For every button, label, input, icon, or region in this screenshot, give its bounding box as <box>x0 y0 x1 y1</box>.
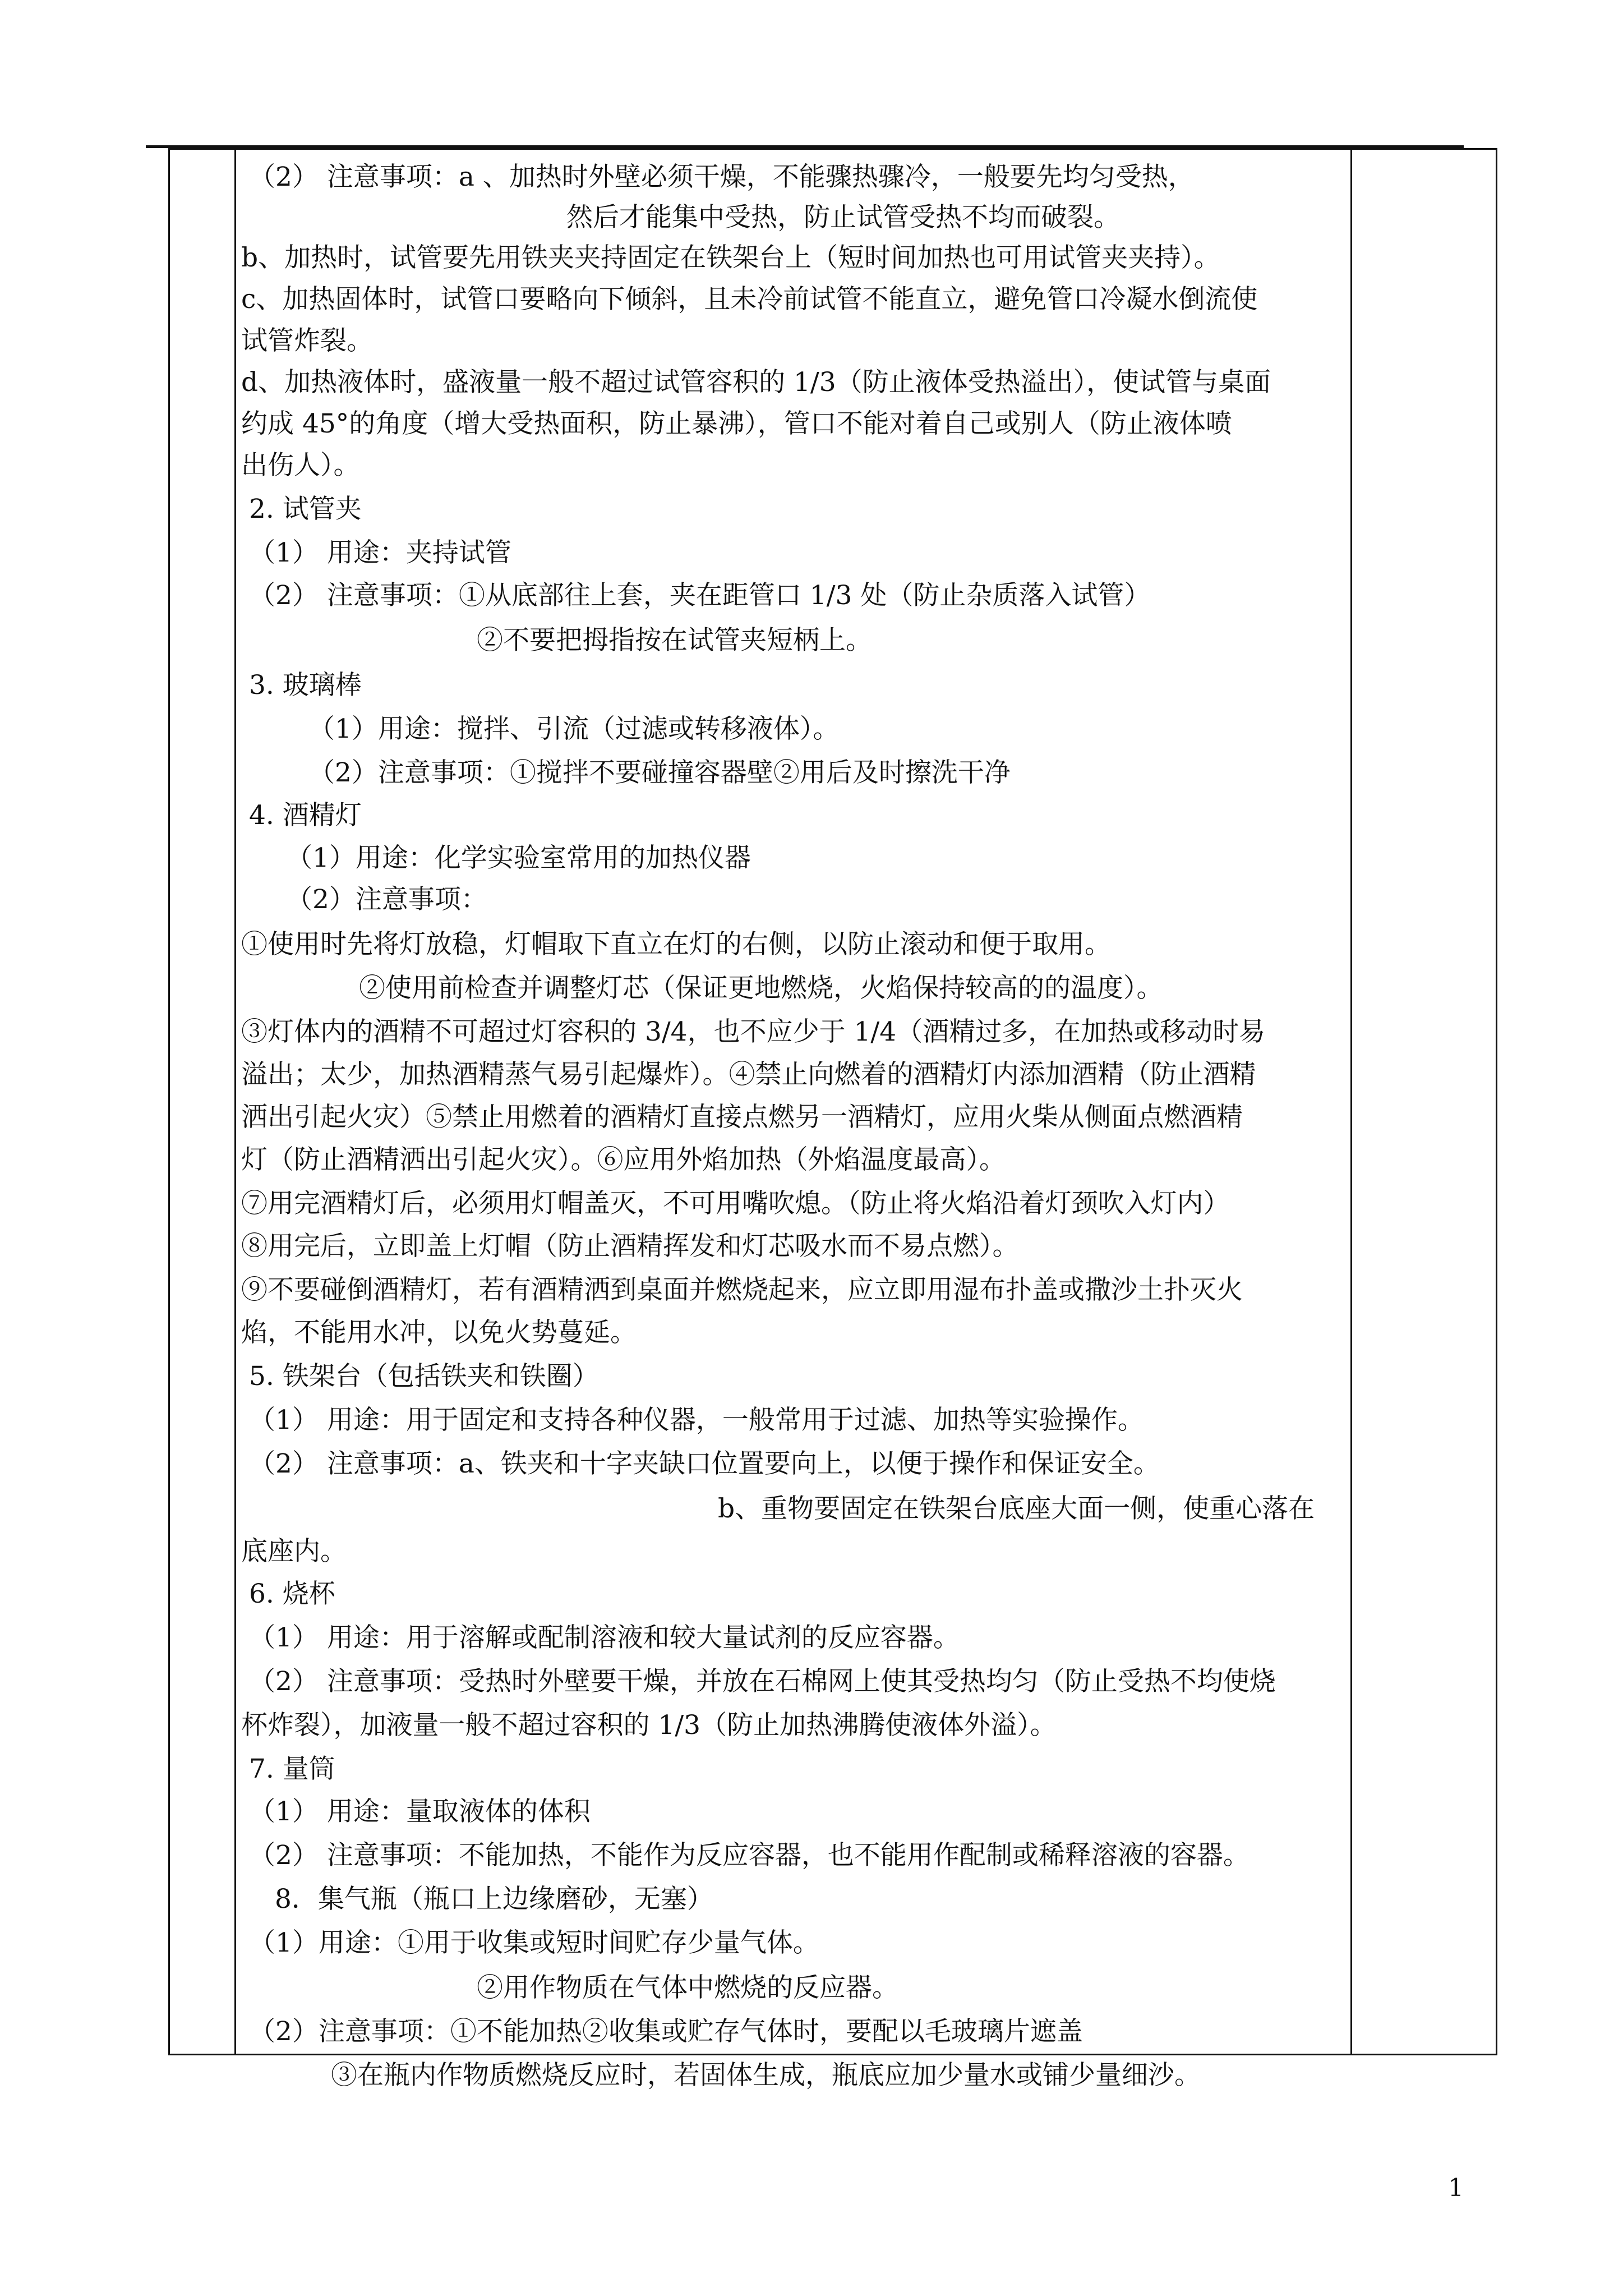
text-line: （2） 注意事项：a 、加热时外壁必须干燥，不能骤热骤冷，一般要先均匀受热， <box>249 162 1195 192</box>
section-heading: 8．集气瓶（瓶口上边缘磨砂，无塞） <box>275 1884 713 1915</box>
text-line: （2） 注意事项：①从底部往上套，夹在距管口 1/3 处（防止杂质落入试管） <box>249 580 1151 611</box>
text-line: （1） 用途：用于固定和支持各种仪器，一般常用于过滤、加热等实验操作。 <box>249 1405 1144 1435</box>
text-line: ③在瓶内作物质燃烧反应时，若固体生成，瓶底应加少量水或铺少量细沙。 <box>331 2060 1201 2091</box>
section-heading: 6. 烧杯 <box>249 1579 335 1609</box>
text-line: （2） 注意事项：不能加热，不能作为反应容器，也不能用作配制或稀释溶液的容器。 <box>249 1840 1249 1871</box>
page-number: 1 <box>1448 2174 1464 2202</box>
text-line: （2）注意事项： <box>286 884 487 915</box>
text-line: 溢出；太少，加热酒精蒸气易引起爆炸）。④禁止向燃着的酒精灯内添加酒精（防止酒精 <box>241 1059 1256 1090</box>
text-line: （1） 用途：用于溶解或配制溶液和较大量试剂的反应容器。 <box>249 1622 960 1653</box>
table-column-divider-right <box>1350 148 1352 2055</box>
text-line: （1）用途：搅拌、引流（过滤或转移液体）。 <box>308 714 840 744</box>
text-line: 然后才能集中受热，防止试管受热不均而破裂。 <box>566 202 1120 233</box>
text-line: ⑨不要碰倒酒精灯，若有酒精洒到桌面并燃烧起来，应立即用湿布扑盖或撒沙土扑灭火 <box>241 1274 1243 1305</box>
text-line: （2） 注意事项：a、铁夹和十字夹缺口位置要向上，以便于操作和保证安全。 <box>249 1448 1160 1479</box>
text-line: b、加热时，试管要先用铁夹夹持固定在铁架台上（短时间加热也可用试管夹夹持）。 <box>241 242 1220 273</box>
text-line: （2） 注意事项：受热时外壁要干燥，并放在石棉网上使其受热均匀（防止受热不均使烧 <box>249 1666 1276 1697</box>
section-heading: 3. 玻璃棒 <box>249 670 362 701</box>
text-line: 杯炸裂），加液量一般不超过容积的 1/3（防止加热沸腾使液体外溢）。 <box>241 1710 1057 1741</box>
text-line: ②用作物质在气体中燃烧的反应器。 <box>477 1972 898 2003</box>
text-line: ③灯体内的酒精不可超过灯容积的 3/4，也不应少于 1/4（酒精过多，在加热或移动时易 <box>241 1016 1266 1047</box>
text-line: 焰，不能用水冲，以免火势蔓延。 <box>241 1317 637 1348</box>
text-line: 底座内。 <box>241 1536 347 1567</box>
text-line: ②不要把拇指按在试管夹短柄上。 <box>477 625 872 656</box>
section-heading: 7. 量筒 <box>249 1754 335 1784</box>
text-line: 出伤人）。 <box>241 450 360 481</box>
section-heading: 5. 铁架台（包括铁夹和铁圈） <box>249 1361 599 1392</box>
text-line: ⑧用完后，立即盖上灯帽（防止酒精挥发和灯芯吸水而不易点燃）。 <box>241 1231 1019 1262</box>
text-line: 洒出引起火灾）⑤禁止用燃着的酒精灯直接点燃另一酒精灯，应用火柴从侧面点燃酒精 <box>241 1102 1243 1133</box>
text-line: c、加热固体时，试管口要略向下倾斜，且未冷前试管不能直立，避免管口冷凝水倒流使 <box>241 284 1258 315</box>
text-line: （1）用途：化学实验室常用的加热仪器 <box>286 843 751 873</box>
text-line: 灯（防止酒精洒出引起火灾）。⑥应用外焰加热（外焰温度最高）。 <box>241 1144 1006 1175</box>
text-line: （2）注意事项：①不能加热②收集或贮存气体时，要配以毛玻璃片遮盖 <box>249 2016 1083 2047</box>
text-line: （1） 用途：量取液体的体积 <box>249 1796 591 1827</box>
text-line: ②使用前检查并调整灯芯（保证更地燃烧，火焰保持较高的的温度）。 <box>359 973 1163 1004</box>
text-line: 试管炸裂。 <box>241 325 373 356</box>
text-line: （2）注意事项：①搅拌不要碰撞容器壁②用后及时擦洗干净 <box>308 757 1011 788</box>
text-line: （1） 用途：夹持试管 <box>249 537 511 568</box>
text-line: d、加热液体时，盛液量一般不超过试管容积的 1/3（防止液体受热溢出），使试管与桌面 <box>241 367 1271 398</box>
text-line: ⑦用完酒精灯后，必须用灯帽盖灭，不可用嘴吹熄。（防止将火焰沿着灯颈吹入灯内） <box>241 1188 1230 1219</box>
text-line: （1）用途：①用于收集或短时间贮存少量气体。 <box>249 1927 819 1958</box>
text-line: ①使用时先将灯放稳，灯帽取下直立在灯的右侧，以防止滚动和便于取用。 <box>241 929 1111 960</box>
text-line: 约成 45°的角度（增大受热面积，防止暴沸），管口不能对着自己或别人（防止液体喷 <box>241 408 1232 439</box>
text-line: b、重物要固定在铁架台底座大面一侧，使重心落在 <box>718 1493 1315 1524</box>
table-column-divider-left <box>234 148 236 2055</box>
section-heading: 2. 试管夹 <box>249 494 362 524</box>
section-heading: 4. 酒精灯 <box>249 800 362 831</box>
